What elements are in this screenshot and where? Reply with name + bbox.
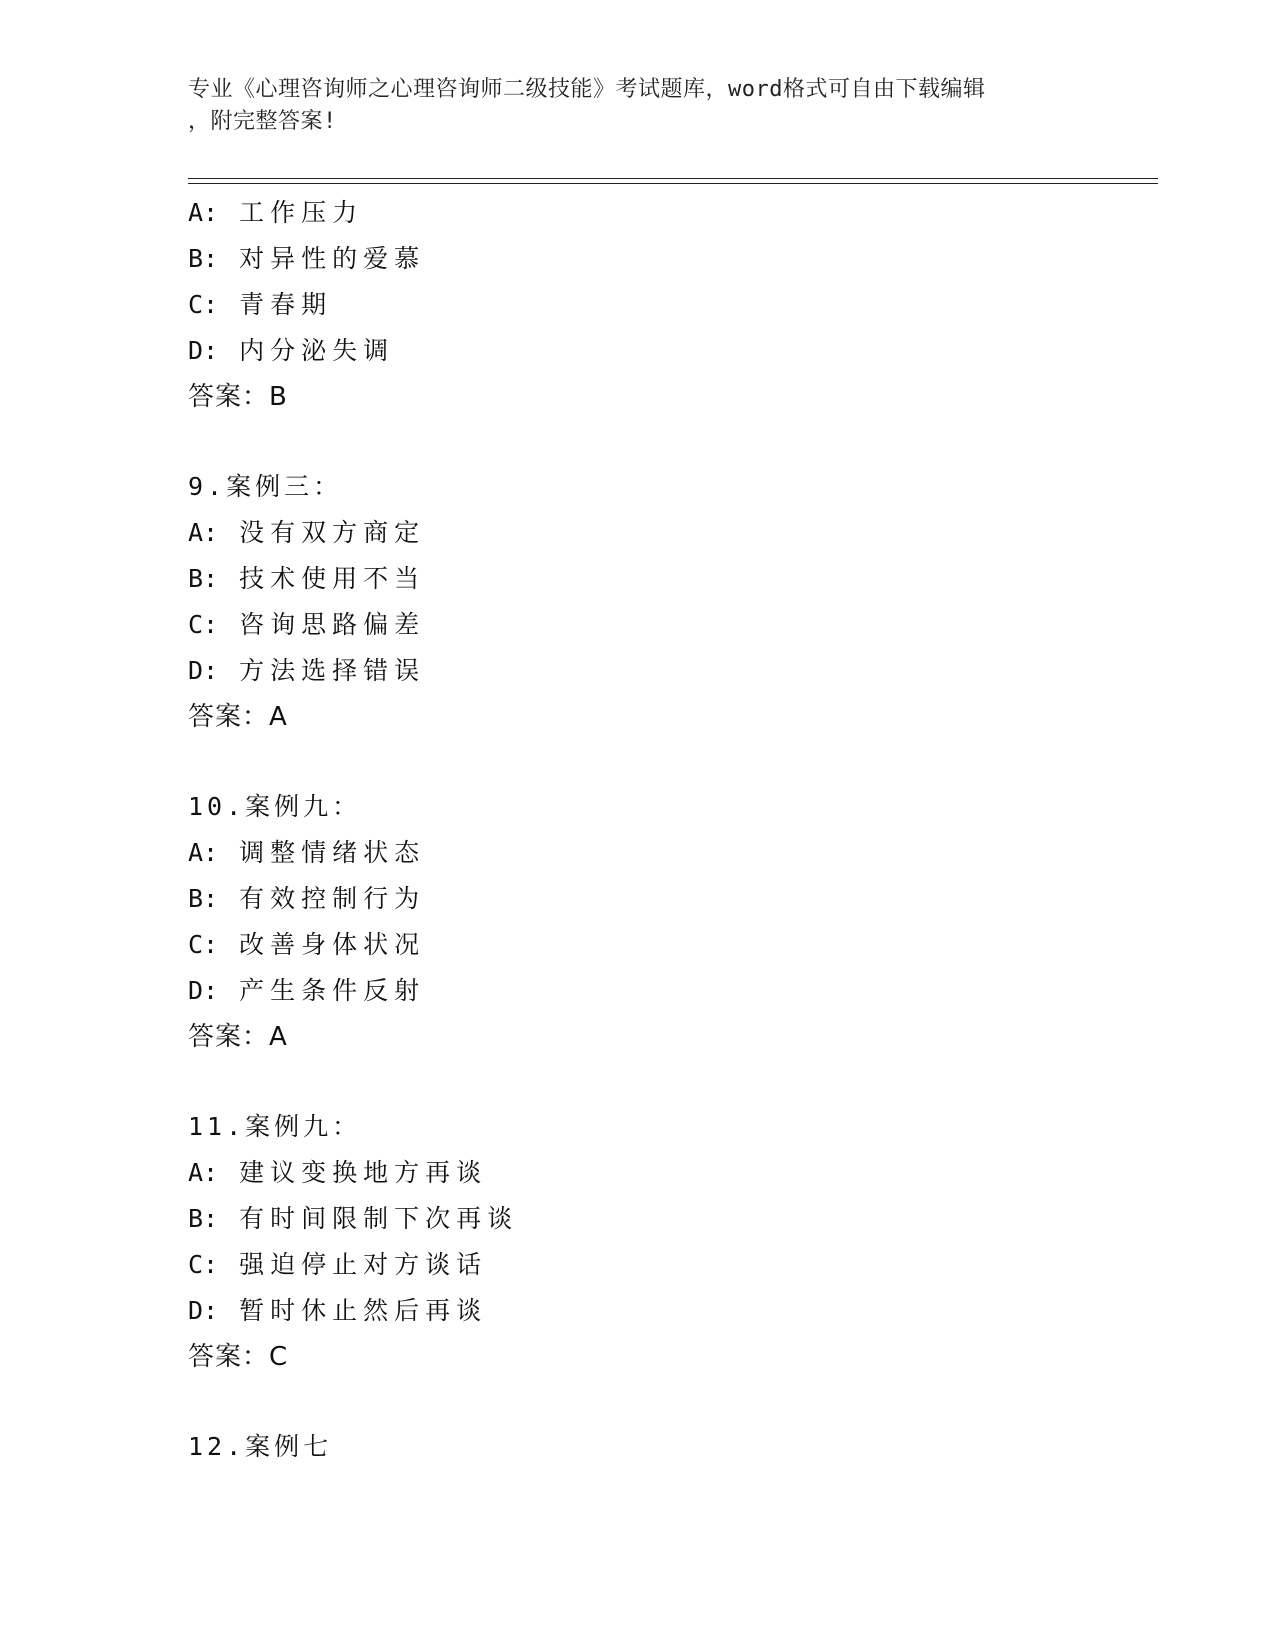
- option-a: A: 没有双方商定: [188, 518, 426, 547]
- option-a: A: 调整情绪状态: [188, 838, 426, 867]
- question-11: [188, 1104, 1148, 1380]
- header-divider-bottom: [188, 183, 1158, 184]
- option-b: B: 技术使用不当: [188, 564, 426, 593]
- option-c: C: 青春期: [188, 290, 333, 319]
- header-line-2: ，附完整答案!: [188, 109, 337, 134]
- question-title: 12.案例七: [188, 1432, 333, 1461]
- question-9: [188, 464, 1148, 740]
- question-10: [188, 784, 1148, 1060]
- header-line-1: 专业《心理咨询师之心理咨询师二级技能》考试题库，word格式可自由下载编辑: [188, 77, 986, 102]
- option-c: C: 强迫停止对方谈话: [188, 1250, 488, 1279]
- question-list: [188, 190, 1148, 1470]
- answer-label: 答案：A: [188, 1022, 288, 1052]
- option-c: C: 改善身体状况: [188, 930, 426, 959]
- option-d: D: 产生条件反射: [188, 976, 426, 1005]
- answer-label: 答案：A: [188, 702, 288, 732]
- option-d: D: 方法选择错误: [188, 656, 426, 685]
- option-d: D: 暂时休止然后再谈: [188, 1296, 488, 1325]
- option-a: A: 工作压力: [188, 198, 364, 227]
- option-b: B: 有时间限制下次再谈: [188, 1204, 519, 1233]
- question-title: 10.案例九：: [188, 792, 362, 821]
- document-header: [188, 74, 1068, 138]
- option-a: A: 建议变换地方再谈: [188, 1158, 488, 1187]
- question-title: 9.案例三：: [188, 472, 343, 501]
- answer-label: 答案：C: [188, 1342, 289, 1372]
- option-c: C: 咨询思路偏差: [188, 610, 426, 639]
- question-title: 11.案例九：: [188, 1112, 362, 1141]
- option-d: D: 内分泌失调: [188, 336, 395, 365]
- option-b: B: 有效控制行为: [188, 884, 426, 913]
- option-b: B: 对异性的爱慕: [188, 244, 426, 273]
- question-12: [188, 1424, 1148, 1470]
- answer-label: 答案：B: [188, 382, 288, 412]
- header-divider-top: [188, 178, 1158, 179]
- question-block-continued: [188, 190, 1148, 420]
